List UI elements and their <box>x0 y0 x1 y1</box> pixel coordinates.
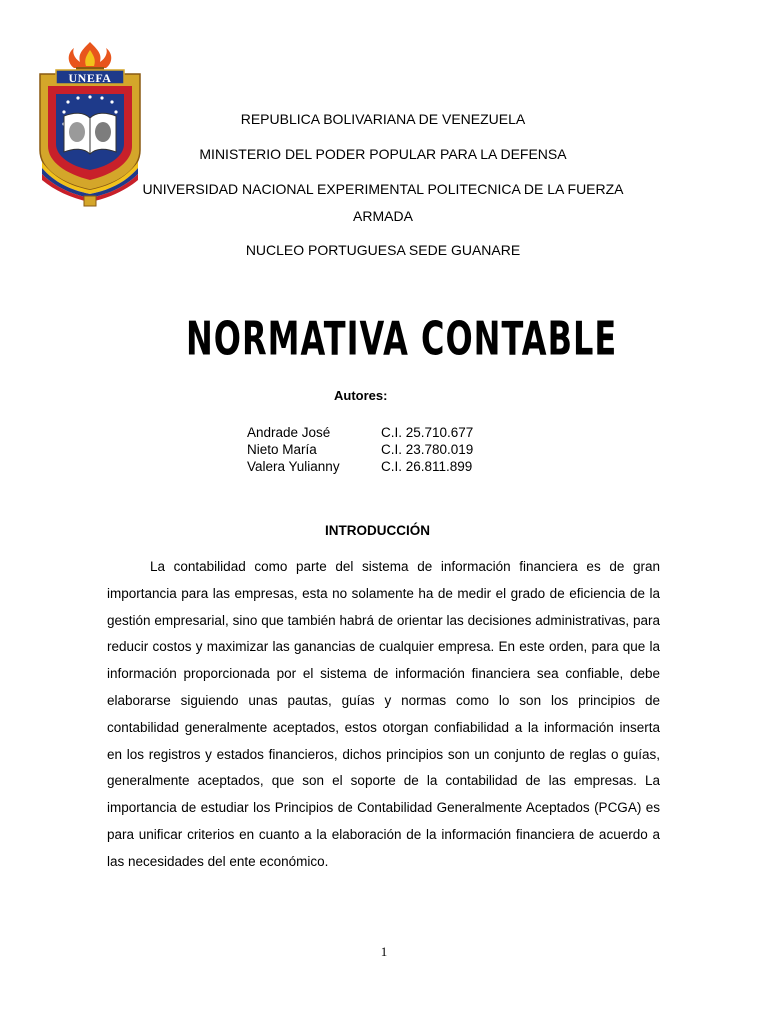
author-name: Andrade José <box>247 425 331 440</box>
authors-label: Autores: <box>334 388 388 403</box>
introduction-paragraph: La contabilidad como parte del sistema de información financiera es de gran importancia para las empresas, esta no solamente ha de medir el grado de eficiencia de la gestión empresarial, sino que también habrá de orientar las decisiones administrativas, para reducir costos y maximizar las ganancias de cualquier empresa. En este orden, para que la información proporcionada por el sistema de información financiera sea confiable, debe elaborarse siguiendo unas pautas, guías y normas como lo son los principios de contabilidad generalmente aceptados, estos otorgan confiabilidad a la información inserta en los registros y estados financieros, dichos principios son un conjunto de reglas o guías, generalmente aceptados, que son el soporte de la contabilidad de las empresas. La importancia de estudiar los Principios de Contabilidad Generalmente Aceptados (PCGA) es para unificar criterios en cuanto a la elaboración de la información financiera de acuerdo a las necesidades del ente económico. <box>107 559 660 869</box>
author-row <box>247 441 473 458</box>
introduction-heading: INTRODUCCIÓN <box>325 523 430 538</box>
document-title <box>180 305 618 369</box>
header-ministry: MINISTERIO DEL PODER POPULAR PARA LA DEFENSA <box>199 146 567 162</box>
header-university: UNIVERSIDAD NACIONAL EXPERIMENTAL POLITECNICA DE LA FUERZA ARMADA <box>142 181 624 224</box>
authors-list <box>247 424 473 475</box>
header-campus: NUCLEO PORTUGUESA SEDE GUANARE <box>245 242 521 258</box>
header-country: REPUBLICA BOLIVARIANA DE VENEZUELA <box>240 111 526 127</box>
author-name: Valera Yulianny <box>247 459 340 474</box>
seal-acronym: UNEFA <box>68 71 112 85</box>
author-row <box>247 458 473 475</box>
author-id: C.I. 26.811.899 <box>381 459 473 474</box>
author-id: C.I. 25.710.677 <box>381 425 474 440</box>
author-row <box>247 424 473 441</box>
author-name: Nieto María <box>247 442 317 457</box>
author-id: C.I. 23.780.019 <box>381 442 474 457</box>
document-title-text: NORMATIVA CONTABLE <box>186 311 618 367</box>
page-number: 1 <box>380 944 388 959</box>
